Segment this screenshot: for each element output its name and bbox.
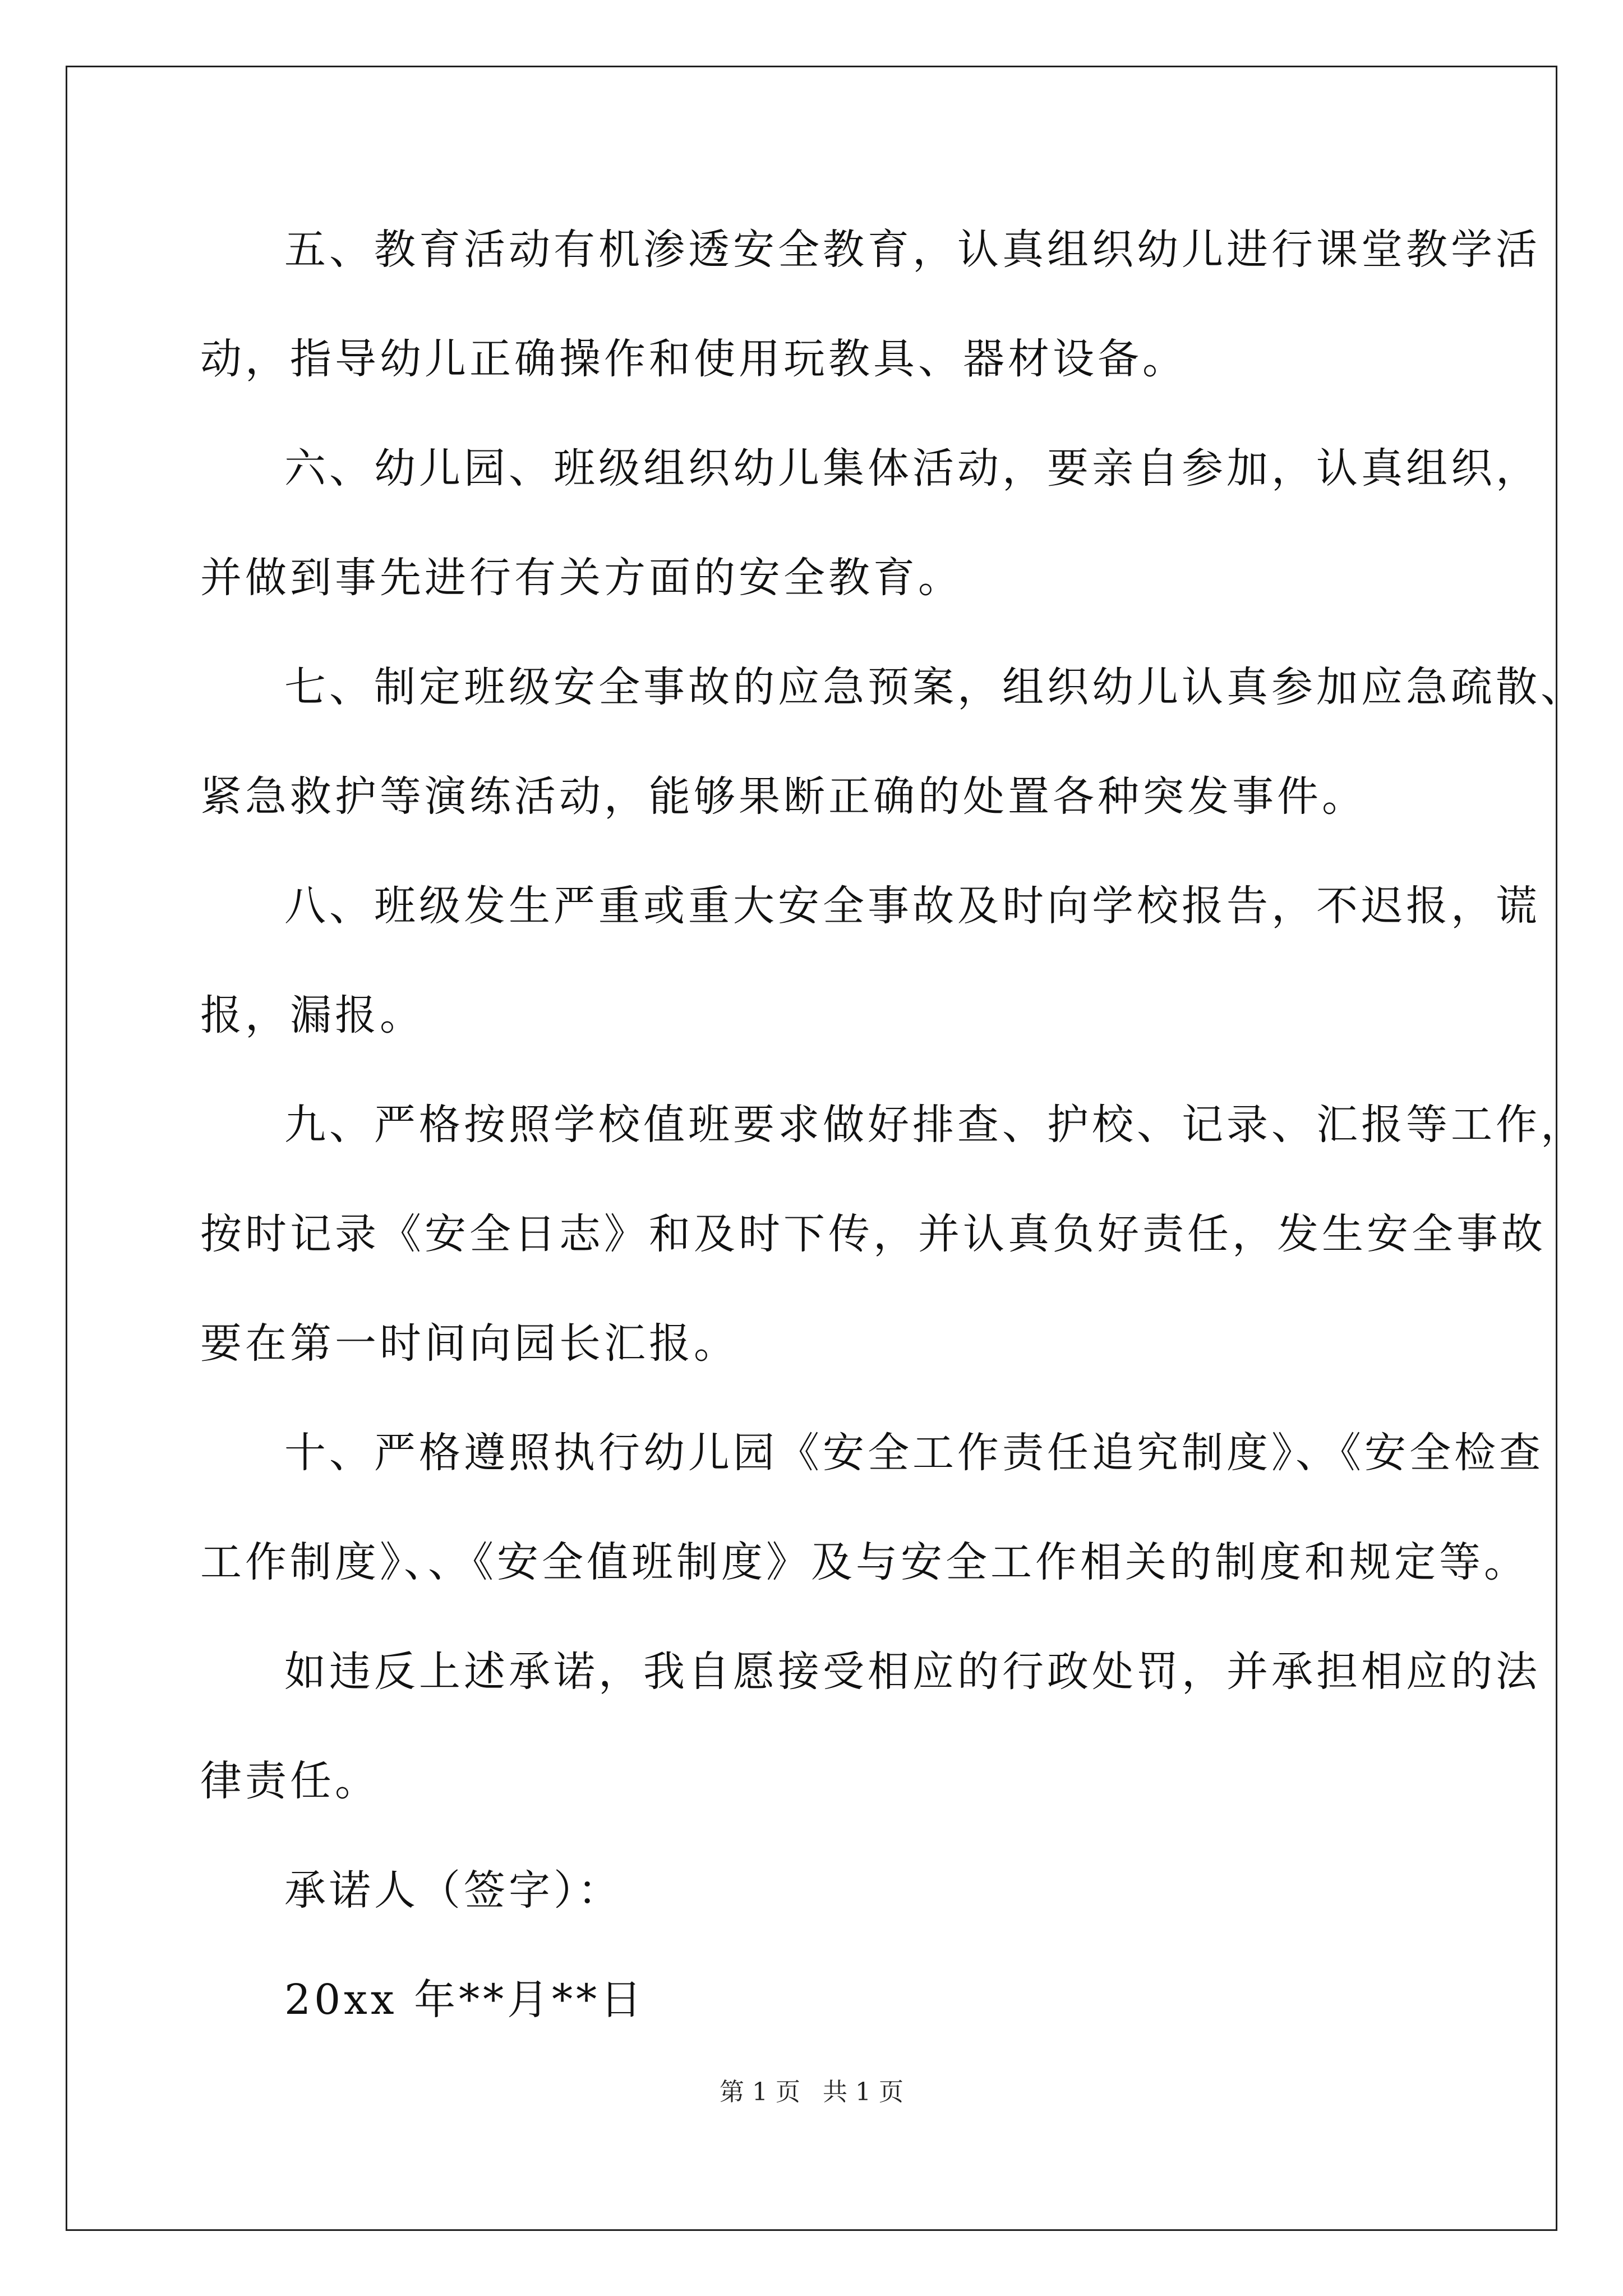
commitment-line-2: 律责任。 bbox=[200, 1757, 380, 1805]
paragraph-9-line-2: 按时记录《安全日志》和及时下传，并认真负好责任，发生安全事故 bbox=[200, 1210, 1546, 1258]
paragraph-10-line-2: 工作制度》、、《安全值班制度》及与安全工作相关的制度和规定等。 bbox=[200, 1538, 1529, 1586]
date-line: 20xx 年**月**日 bbox=[284, 1976, 645, 2024]
paragraph-8-line-2: 报，漏报。 bbox=[200, 991, 425, 1039]
commitment-line-1: 如违反上述承诺，我自愿接受相应的行政处罚，并承担相应的法 bbox=[284, 1648, 1541, 1696]
page-footer bbox=[0, 2076, 1623, 2109]
page-number-current: 第 1 页 bbox=[720, 2078, 800, 2106]
page-number-total: 共 1 页 bbox=[823, 2078, 903, 2106]
paragraph-7-line-1: 七、制定班级安全事故的应急预案，组织幼儿认真参加应急疏散、 bbox=[284, 663, 1585, 711]
paragraph-9-line-3: 要在第一时间向园长汇报。 bbox=[200, 1319, 739, 1368]
paragraph-5-line-1: 五、教育活动有机渗透安全教育，认真组织幼儿进行课堂教学活 bbox=[284, 226, 1541, 274]
paragraph-8-line-1: 八、班级发生严重或重大安全事故及时向学校报告，不迟报，谎 bbox=[284, 882, 1541, 930]
paragraph-6-line-1: 六、幼儿园、班级组织幼儿集体活动，要亲自参加，认真组织， bbox=[284, 444, 1541, 493]
paragraph-10-line-1: 十、严格遵照执行幼儿园《安全工作责任追究制度》、《安全检查 bbox=[284, 1429, 1544, 1477]
paragraph-5-line-2: 动，指导幼儿正确操作和使用玩教具、器材设备。 bbox=[200, 335, 1187, 383]
paragraph-6-line-2: 并做到事先进行有关方面的安全教育。 bbox=[200, 554, 963, 602]
signature-label: 承诺人（签字）： bbox=[284, 1866, 623, 1915]
paragraph-9-line-1: 九、严格按照学校值班要求做好排查、护校、记录、汇报等工作， bbox=[284, 1101, 1585, 1149]
paragraph-7-line-2: 紧急救护等演练活动，能够果断正确的处置各种突发事件。 bbox=[200, 772, 1367, 821]
